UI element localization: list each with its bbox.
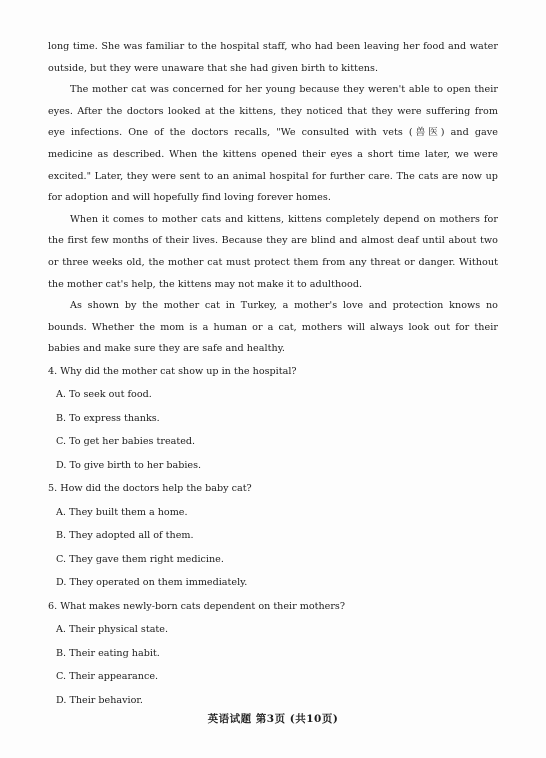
option-d: D. They operated on them immediately. [56, 577, 248, 589]
passage-paragraph-3: When it comes to mother cats and kittens, kittens completely depend on mothers for the first few months of their lives. Because they are blind and almost deaf until about two or three weeks old, the mother cat must protect them from any threat or danger. Without the mother cat's help, the kittens may not make it to adulthood. [48, 213, 498, 290]
option-a: A. To seek out food. [56, 389, 152, 401]
option-b: B. To express thanks. [56, 412, 160, 424]
page-footer: 英语试题 第3页 (共10页) [207, 713, 339, 725]
question-stem: 5. How did the doctors help the baby cat? [48, 483, 252, 495]
option-d: D. To give birth to her babies. [56, 459, 202, 471]
option-c: C. To get her babies treated. [56, 436, 196, 448]
option-d: D. Their behavior. [56, 694, 143, 706]
question-4 [48, 360, 498, 478]
option-c: C. They gave them right medicine. [56, 553, 224, 565]
option-b: B. They adopted all of them. [56, 530, 194, 542]
page-content [48, 36, 498, 712]
passage-paragraph-2: The mother cat was concerned for her young because they weren't able to open their eyes. After the doctors looked at the kittens, they noticed that they were suffering from eye infections. One of the doctors recalls, "We consulted with vets (兽医) and gave medicine as described. When the kittens opened their eyes a short time later, we were excited." Later, they were sent to an animal hospital for further care. The cats are now up for adoption and will hopefully find loving forever homes. [48, 84, 498, 204]
passage-paragraph-4: As shown by the mother cat in Turkey, a mother's love and protection knows no bounds. Whether the mom is a human or a cat, mothers will always look out for their babies and make sure they are safe and healthy. [48, 300, 498, 355]
passage-paragraph-1: long time. She was familiar to the hospital staff, who had been leaving her food and water outside, but they were unaware that she had given birth to kittens. [48, 41, 498, 74]
option-b: B. Their eating habit. [56, 647, 160, 659]
option-a: A. They built them a home. [56, 506, 188, 518]
question-stem: 4. Why did the mother cat show up in the hospital? [48, 365, 297, 377]
question-stem: 6. What makes newly-born cats dependent on their mothers? [48, 600, 345, 612]
question-6 [48, 595, 498, 713]
question-5 [48, 477, 498, 595]
option-a: A. Their physical state. [56, 624, 169, 636]
option-c: C. Their appearance. [56, 671, 159, 683]
